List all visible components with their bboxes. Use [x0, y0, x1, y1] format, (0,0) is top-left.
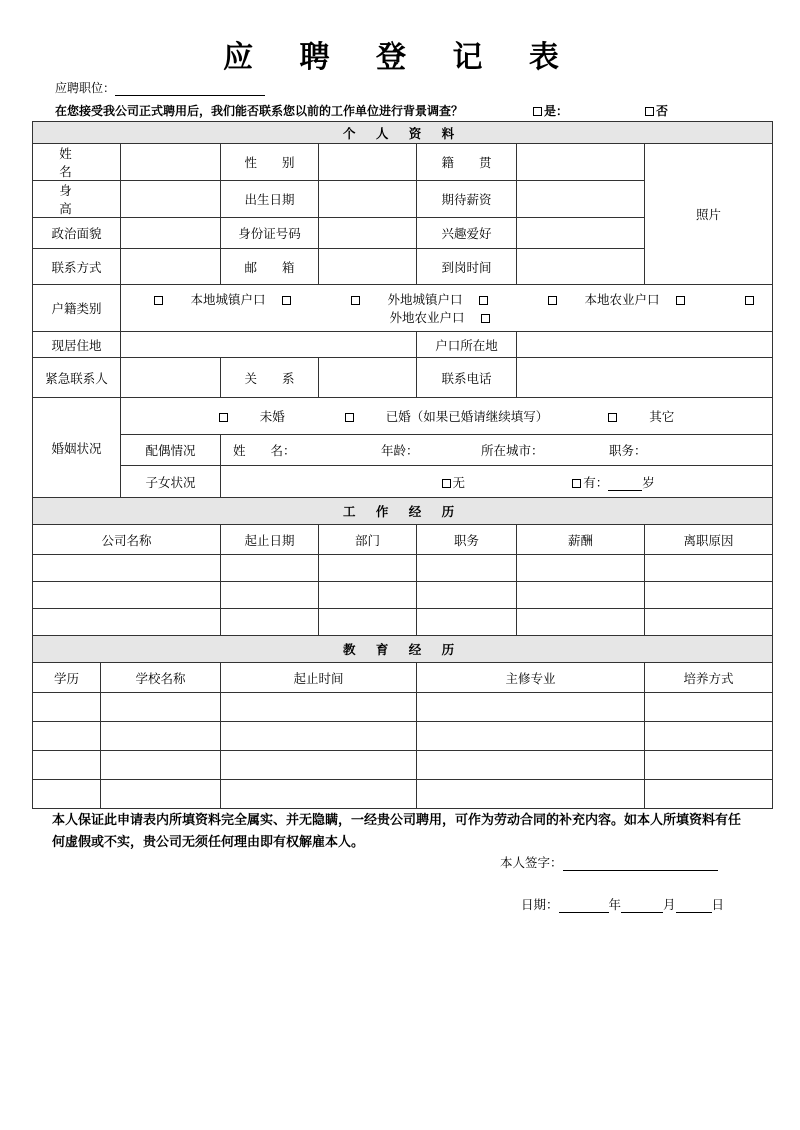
edu-col-school: 学校名称 — [101, 663, 221, 693]
hukou-option[interactable]: 本地城镇户口 — [140, 292, 305, 307]
label-height: 身 高 — [33, 181, 121, 218]
input-id-number[interactable] — [319, 218, 417, 249]
table-row[interactable] — [33, 582, 773, 609]
spouse-age-label: 年龄： — [381, 443, 419, 458]
work-col-department: 部门 — [319, 525, 417, 555]
application-form — [32, 121, 773, 809]
spouse-job-label: 职务： — [609, 443, 647, 458]
input-expected-salary[interactable] — [517, 181, 645, 218]
input-name[interactable] — [121, 144, 221, 181]
checkbox-icon — [745, 296, 754, 305]
input-gender[interactable] — [319, 144, 417, 181]
children-no[interactable]: 无 — [338, 473, 568, 491]
marital-option[interactable]: 已婚（如果已婚请继续填写） — [331, 409, 563, 424]
month-label: 月 — [663, 897, 676, 912]
marital-option[interactable]: 未婚 — [205, 409, 299, 424]
table-row[interactable] — [33, 609, 773, 636]
position-line — [55, 79, 265, 96]
label-residence: 现居住地 — [33, 332, 121, 358]
checkbox-icon — [351, 296, 360, 305]
hukou-option[interactable]: 本地农业户口 — [534, 292, 699, 307]
label-email: 邮 箱 — [221, 249, 319, 285]
month-input[interactable] — [621, 900, 663, 913]
input-residence[interactable] — [121, 332, 417, 358]
label-relation: 关 系 — [221, 358, 319, 398]
edu-col-mode: 培养方式 — [645, 663, 773, 693]
signature-label: 本人签字： — [500, 855, 563, 870]
position-input[interactable] — [115, 83, 265, 96]
day-input[interactable] — [676, 900, 712, 913]
label-native-place: 籍 贯 — [417, 144, 517, 181]
day-label: 日 — [711, 897, 725, 912]
label-political: 政治面貌 — [33, 218, 121, 249]
label-name: 姓 名 — [33, 144, 121, 181]
hukou-option[interactable]: 外地城镇户口 — [337, 292, 502, 307]
page-title: 应 聘 登 记 表 — [223, 40, 577, 75]
photo-box[interactable]: 照片 — [645, 144, 773, 285]
edu-col-period: 起止时间 — [221, 663, 417, 693]
edu-col-major: 主修专业 — [417, 663, 645, 693]
label-spouse: 配偶情况 — [121, 435, 221, 466]
label-id-number: 身份证号码 — [221, 218, 319, 249]
checkbox-icon — [479, 296, 488, 305]
checkbox-icon — [481, 314, 490, 323]
background-question: 在您接受我公司正式聘用后，我们能否联系您以前的工作单位进行背景调查？ — [55, 104, 464, 118]
label-hobby: 兴趣爱好 — [417, 218, 517, 249]
label-emergency-phone: 联系电话 — [417, 358, 517, 398]
marital-options — [121, 398, 773, 435]
signature-input[interactable] — [563, 858, 718, 871]
table-row[interactable] — [33, 555, 773, 582]
label-hukou-location: 户口所在地 — [417, 332, 517, 358]
spouse-fields[interactable] — [221, 435, 773, 466]
checkbox-icon — [154, 296, 163, 305]
background-yes[interactable]: 是： — [533, 102, 568, 119]
checkbox-icon — [608, 413, 617, 422]
label-expected-salary: 期待薪资 — [417, 181, 517, 218]
label-arrival: 到岗时间 — [417, 249, 517, 285]
input-emergency-phone[interactable] — [517, 358, 773, 398]
signature-line — [500, 853, 718, 871]
position-label: 应聘职位： — [55, 81, 116, 95]
input-hobby[interactable] — [517, 218, 645, 249]
input-arrival[interactable] — [517, 249, 645, 285]
checkbox-icon — [645, 107, 654, 116]
label-birth-date: 出生日期 — [221, 181, 319, 218]
table-row[interactable] — [33, 780, 773, 809]
hukou-option[interactable]: 外地农业户口 — [376, 292, 768, 325]
table-row[interactable] — [33, 693, 773, 722]
input-contact[interactable] — [121, 249, 221, 285]
table-row[interactable] — [33, 722, 773, 751]
year-label: 年 — [608, 897, 622, 912]
work-col-reason: 离职原因 — [645, 525, 773, 555]
label-contact: 联系方式 — [33, 249, 121, 285]
children-yes[interactable]: 有： 岁 — [572, 475, 655, 490]
background-no[interactable]: 否 — [645, 102, 668, 119]
work-col-company: 公司名称 — [33, 525, 221, 555]
work-header: 工 作 经 历 — [33, 498, 773, 525]
date-label: 日期： — [521, 897, 559, 912]
marital-option[interactable]: 其它 — [594, 409, 688, 424]
children-fields[interactable] — [221, 466, 773, 498]
date-line — [521, 895, 724, 913]
checkbox-icon — [219, 413, 228, 422]
label-children: 子女状况 — [121, 466, 221, 498]
checkbox-icon — [345, 413, 354, 422]
checkbox-icon — [442, 479, 451, 488]
spouse-city-label: 所在城市： — [481, 443, 544, 458]
input-hukou-location[interactable] — [517, 332, 773, 358]
work-col-salary: 薪酬 — [517, 525, 645, 555]
label-marital: 婚姻状况 — [33, 398, 121, 498]
work-col-dates: 起止日期 — [221, 525, 319, 555]
hukou-options — [121, 285, 773, 332]
personal-header: 个 人 资 料 — [33, 122, 773, 144]
checkbox-icon — [572, 479, 581, 488]
input-email[interactable] — [319, 249, 417, 285]
checkbox-icon — [282, 296, 291, 305]
table-row[interactable] — [33, 751, 773, 780]
declaration-text: 本人保证此申请表内所填资料完全属实、并无隐瞒，一经贵公司聘用，可作为劳动合同的补充内容。如本人所填资料有任何虚假或不实，贵公司无须任何理由即有权解雇本人。 — [52, 813, 742, 850]
year-input[interactable] — [559, 900, 609, 913]
input-native-place[interactable] — [517, 144, 645, 181]
input-birth-date[interactable] — [319, 181, 417, 218]
input-relation[interactable] — [319, 358, 417, 398]
checkbox-icon — [676, 296, 685, 305]
education-header: 教 育 经 历 — [33, 636, 773, 663]
input-emergency[interactable] — [121, 358, 221, 398]
spouse-name-label: 姓 名： — [233, 443, 296, 458]
work-col-position: 职务 — [417, 525, 517, 555]
checkbox-icon — [533, 107, 542, 116]
label-hukou-type: 户籍类别 — [33, 285, 121, 332]
children-age-input[interactable] — [608, 480, 642, 491]
label-emergency: 紧急联系人 — [33, 358, 121, 398]
input-political[interactable] — [121, 218, 221, 249]
checkbox-icon — [548, 296, 557, 305]
label-gender: 性 别 — [221, 144, 319, 181]
edu-col-degree: 学历 — [33, 663, 101, 693]
